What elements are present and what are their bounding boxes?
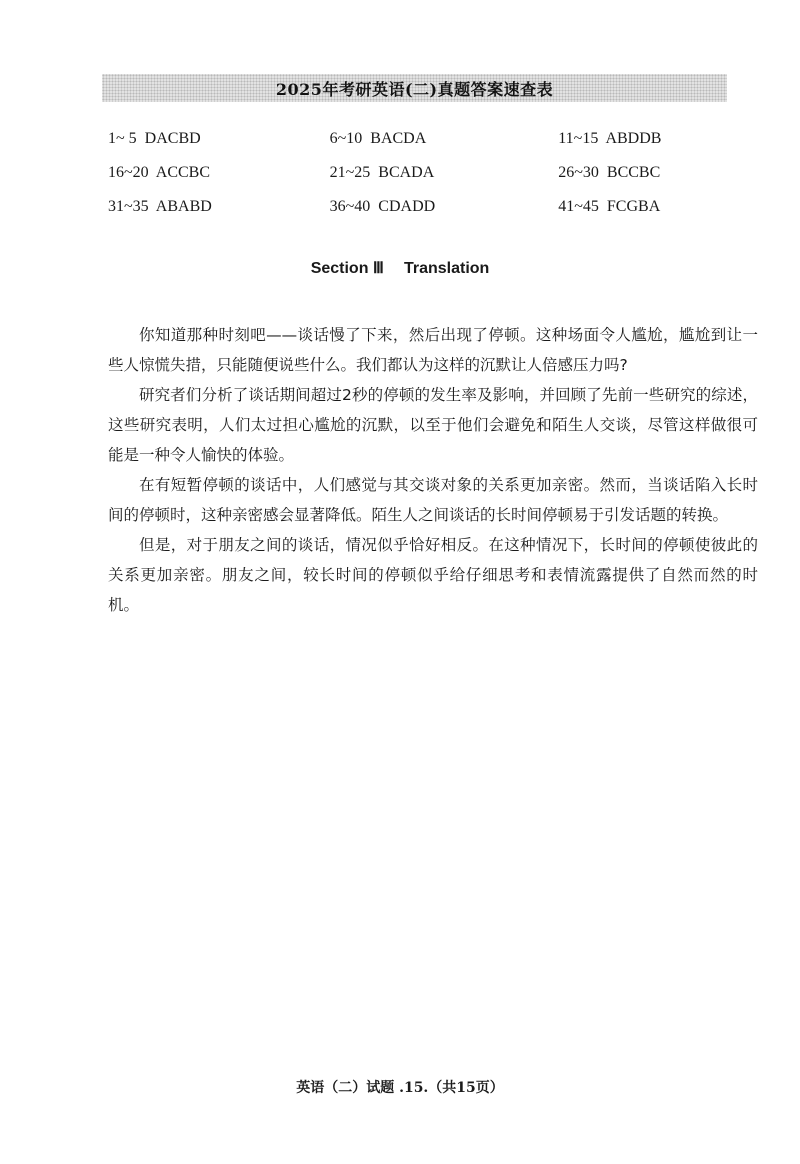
- answer-table-title: 2025年考研英语(二)真题答案速查表: [275, 79, 554, 99]
- question-range: 36~40: [329, 198, 371, 215]
- section-title: Translation: [403, 260, 490, 277]
- question-range: 26~30: [558, 164, 599, 181]
- question-range: 16~20: [108, 164, 149, 181]
- answer-cell: [330, 130, 559, 148]
- answer-key: ABDDB: [605, 130, 662, 147]
- answer-key: BACDA: [370, 130, 427, 147]
- answer-cell: [108, 164, 330, 182]
- answer-key: DACBD: [144, 130, 201, 147]
- answer-row: [108, 190, 708, 224]
- answer-row: [108, 122, 708, 156]
- question-range: 41~45: [558, 198, 599, 215]
- answer-key: ACCBC: [155, 164, 211, 181]
- answer-cell: [330, 198, 559, 216]
- question-range: 31~35: [108, 198, 149, 215]
- answer-row: [108, 156, 708, 190]
- answer-cell: [558, 164, 708, 182]
- answer-table-title-band: [102, 74, 727, 102]
- answer-key: ABABD: [155, 198, 212, 215]
- question-range: 11~15: [558, 130, 599, 147]
- answer-key: BCCBC: [606, 164, 661, 181]
- answer-cell: [108, 130, 330, 148]
- answer-cell: [108, 198, 330, 216]
- answer-key: BCADA: [378, 164, 435, 181]
- translation-body: [108, 320, 758, 620]
- question-range: 6~10: [329, 130, 363, 147]
- page-footer: 英语（二）试题 .15.（共15页）: [296, 1080, 504, 1096]
- question-range: 21~25: [329, 164, 371, 181]
- answer-key: CDADD: [378, 198, 436, 215]
- section-label: Section Ⅲ: [310, 260, 384, 277]
- answer-key: FCGBA: [606, 198, 661, 215]
- answer-cell: [330, 164, 559, 182]
- question-range: 1~ 5: [108, 130, 137, 147]
- answer-cell: [558, 198, 708, 216]
- section-heading: [0, 258, 800, 278]
- translation-paragraph: 你知道那种时刻吧——谈话慢了下来，然后出现了停顿。这种场面令人尴尬，尴尬到让一些人惊慌失措，只能随便说些什么。我们都认为这样的沉默让人倍感压力吗?: [108, 326, 758, 374]
- answer-cell: [558, 130, 708, 148]
- translation-paragraph: 在有短暂停顿的谈话中，人们感觉与其交谈对象的关系更加亲密。然而，当谈话陷入长时间的停顿时，这种亲密感会显著降低。陌生人之间谈话的长时间停顿易于引发话题的转换。: [108, 476, 758, 524]
- translation-paragraph: 研究者们分析了谈话期间超过2秒的停顿的发生率及影响，并回顾了先前一些研究的综述，这些研究表明，人们太过担心尴尬的沉默，以至于他们会避免和陌生人交谈，尽管这样做很可能是一种令人愉快的体验。: [108, 386, 758, 464]
- translation-paragraph: 但是，对于朋友之间的谈话，情况似乎恰好相反。在这种情况下，长时间的停顿使彼此的关系更加亲密。朋友之间，较长时间的停顿似乎给仔细思考和表情流露提供了自然而然的时机。: [108, 536, 758, 614]
- answer-table: [108, 122, 708, 224]
